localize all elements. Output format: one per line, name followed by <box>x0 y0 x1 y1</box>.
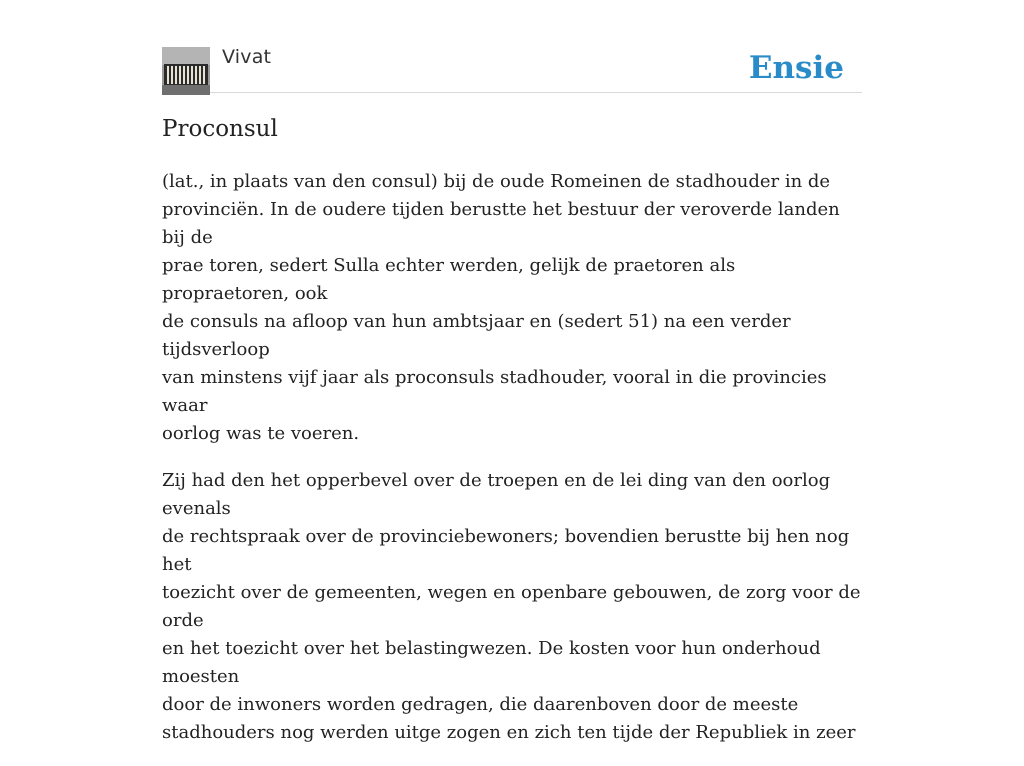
avatar-image <box>162 47 210 95</box>
author-name[interactable]: Vivat <box>222 46 272 68</box>
site-header <box>162 46 862 93</box>
article-title: Proconsul <box>162 116 278 142</box>
article-body <box>162 168 862 766</box>
article-paragraph: (lat., in plaats van den consul) bij de oude Romeinen de stadhouder in de provinciën. In de oudere tijden berustte het bestuur der veroverde landen bij de prae toren, sedert Sulla echter werden, gelijk de praetoren als propraetoren, ook de consuls na afloop van hun ambtsjaar en (sedert 51) na een verder tijdsverloop van minstens vijf jaar als proconsuls stadhouder, vooral in die provincies waar oorlog was te voeren. <box>162 171 840 444</box>
site-logo[interactable]: Ensie <box>748 50 844 86</box>
article-paragraph: Zij had den het opperbevel over de troepen en de lei ding van den oorlog evenals de rechtspraak over de provinciebewoners; bovendien berustte bij hen nog het toezicht over de gemeenten, wegen en openbare gebouwen, de zorg voor de orde en het toezicht over het belastingwezen. De kosten voor hun onderhoud moesten door de inwoners worden gedragen, die daarenboven door de meeste stadhouders nog werden uitge zogen en zich ten tijde der Republiek in zeer <box>162 470 861 743</box>
avatar[interactable] <box>162 47 210 95</box>
